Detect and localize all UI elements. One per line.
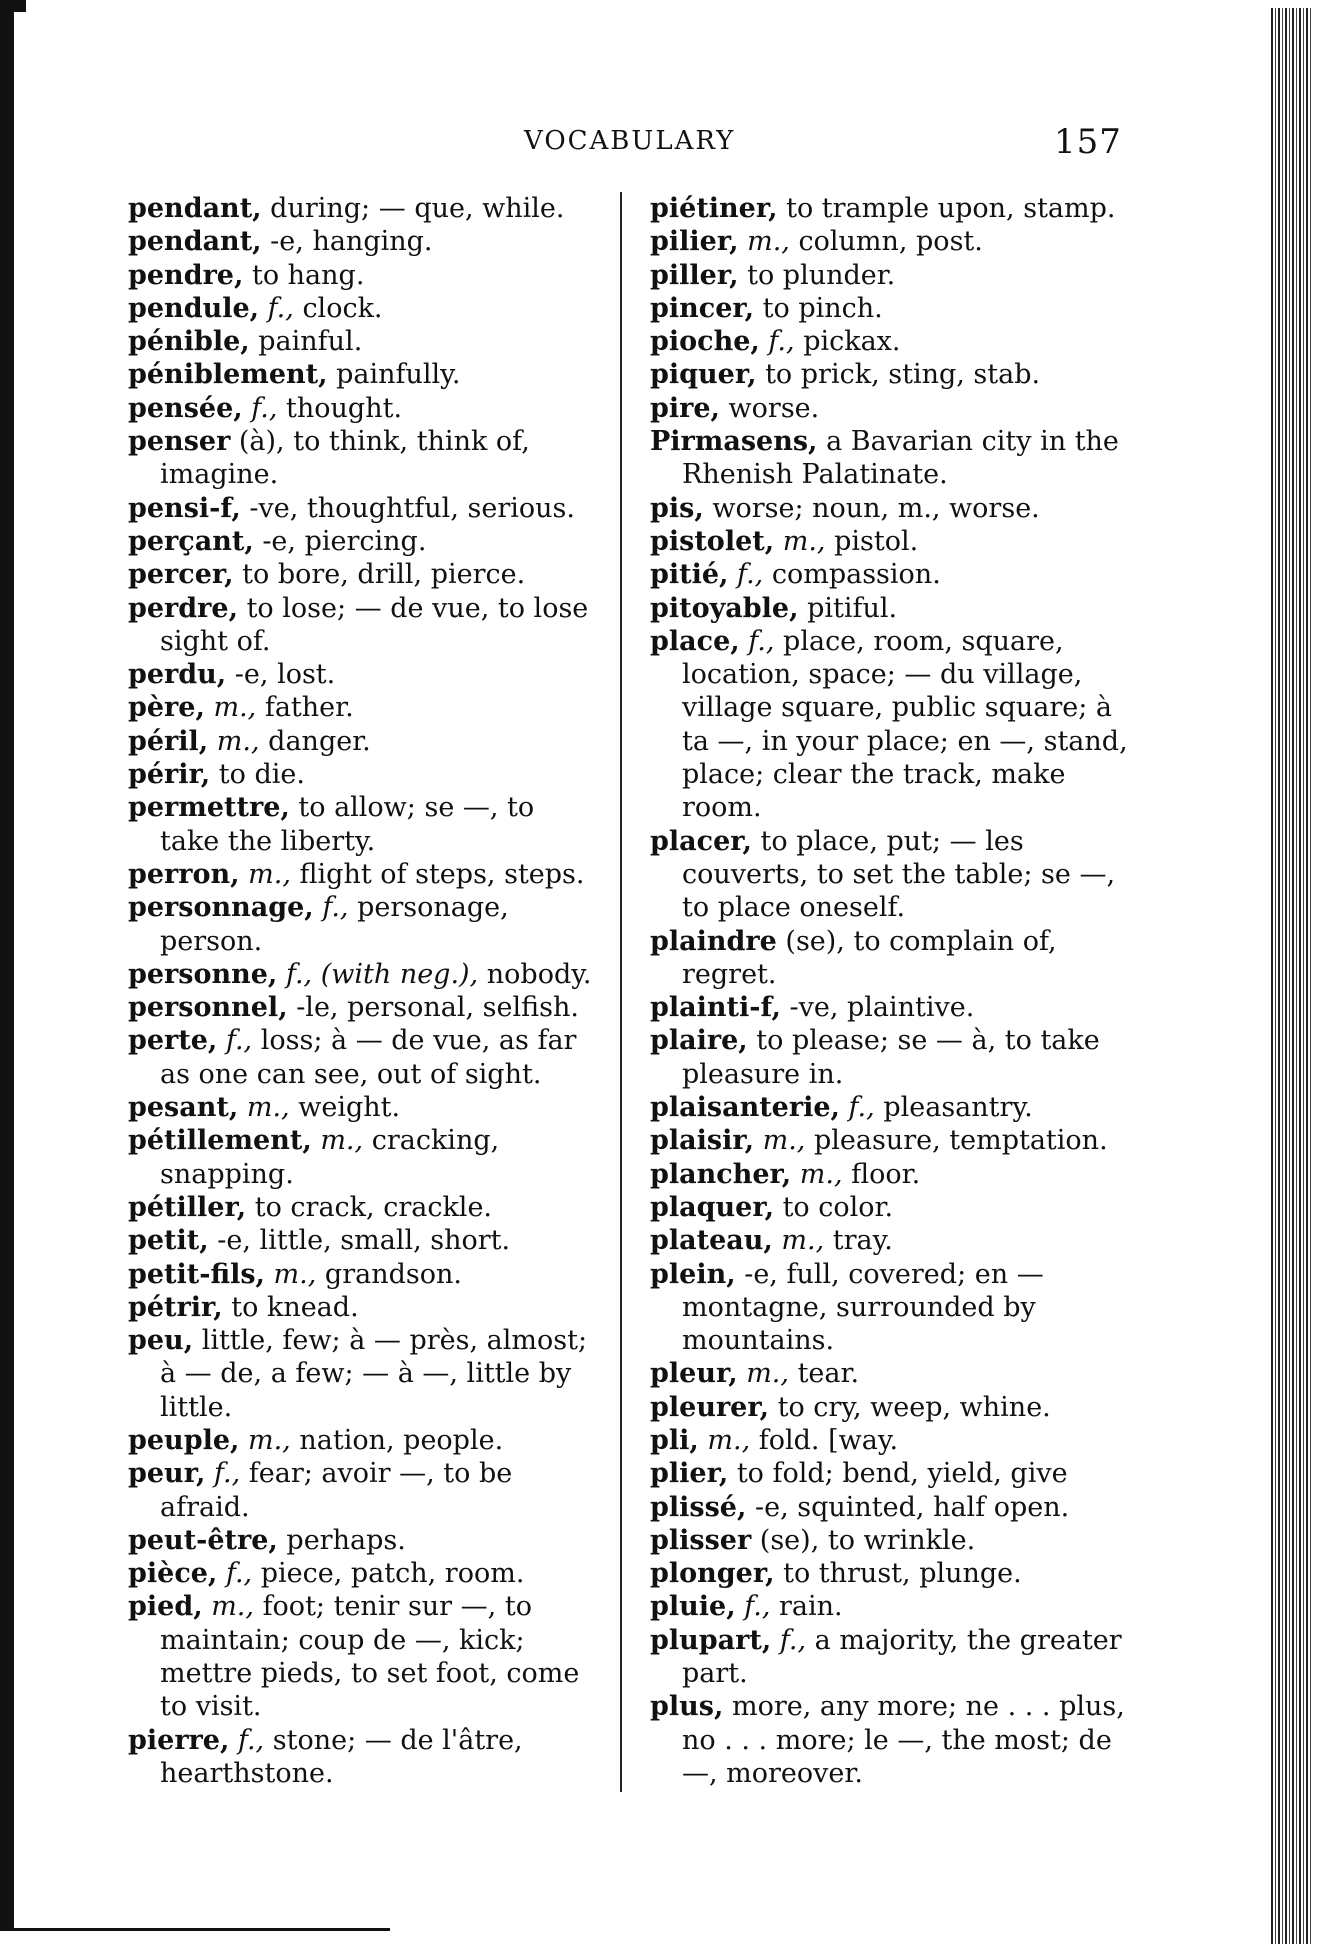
vocab-entry <box>128 1724 598 1791</box>
vocab-entry <box>128 259 598 292</box>
page-edge-cut <box>0 0 26 12</box>
vocab-entry <box>650 225 1136 258</box>
definition: to knead. <box>231 1291 359 1323</box>
part-of-speech: m., <box>248 858 291 890</box>
headword: pensi-f, <box>128 492 241 524</box>
headword: perron, <box>128 858 240 890</box>
vocab-entry <box>650 358 1136 391</box>
headword: personnage, <box>128 892 314 924</box>
headword: personne, <box>128 958 278 990</box>
definition: foot; tenir sur —, to maintain; coup de —, kick; mettre pieds, to set foot, come to visit. <box>160 1591 580 1723</box>
vocab-entry <box>128 691 598 724</box>
definition: nobody. <box>486 958 592 990</box>
headword: pitié, <box>650 559 729 591</box>
headword: périr, <box>128 759 211 791</box>
vocab-entry <box>650 1690 1136 1790</box>
part-of-speech: f., <box>267 292 294 324</box>
headword: perdu, <box>128 659 227 691</box>
part-of-speech: f., <box>225 1558 253 1590</box>
headword: pendre, <box>128 259 244 291</box>
headword: plonger, <box>650 1558 775 1590</box>
vocab-entry <box>128 592 598 659</box>
part-of-speech: m., <box>781 1225 825 1257</box>
vocab-entry <box>128 958 598 991</box>
vocab-entry <box>128 1557 598 1590</box>
headword: pioche, <box>650 326 760 358</box>
part-of-speech: f., <box>748 625 775 657</box>
definition: -e, full, covered; en — montagne, surrounded by mountains. <box>682 1258 1044 1357</box>
definition: cracking, snapping. <box>160 1125 500 1190</box>
vocab-entry <box>128 858 598 891</box>
vocab-entry <box>650 825 1136 925</box>
part-of-speech: m., <box>782 525 826 557</box>
part-of-speech: f., <box>237 1724 265 1756</box>
headword: piétiner, <box>650 193 778 224</box>
running-head: VOCABULARY <box>524 126 736 156</box>
vocab-entry <box>650 1124 1136 1157</box>
headword: plus, <box>650 1691 724 1723</box>
vocab-entry <box>650 325 1136 358</box>
vocab-entry <box>650 1258 1136 1358</box>
binding-strip <box>1271 8 1311 1944</box>
definition: clock. <box>302 292 383 324</box>
definition: a Bavarian city in the Rhenish Palatinate. <box>682 426 1119 491</box>
vocab-entry <box>650 1424 1136 1457</box>
vocab-entry <box>650 925 1136 992</box>
headword: plainti-f, <box>650 992 781 1024</box>
definition: tray. <box>832 1225 893 1257</box>
headword: pendant, <box>128 193 262 224</box>
definition: -ve, plaintive. <box>789 992 975 1024</box>
definition: during; — que, while. <box>270 193 565 224</box>
definition: to allow; se —, to take the liberty. <box>160 792 535 857</box>
vocab-entry <box>650 1491 1136 1524</box>
vocab-entry <box>128 525 598 558</box>
headword: piller, <box>650 259 739 291</box>
headword: peuple, <box>128 1424 240 1456</box>
headword: pendule, <box>128 292 260 324</box>
vocab-entry <box>128 1524 598 1557</box>
definition: -e, little, small, short. <box>217 1225 511 1257</box>
headword: perdre, <box>128 592 238 624</box>
headword: pitoyable, <box>650 592 799 624</box>
vocab-entry <box>650 425 1136 492</box>
headword: pied, <box>128 1591 203 1623</box>
definition: pitiful. <box>807 592 898 624</box>
bottom-rule <box>0 1928 390 1931</box>
vocab-entry <box>128 325 598 358</box>
definition: to color. <box>782 1191 894 1223</box>
headword: personnel, <box>128 992 288 1024</box>
definition: to bore, drill, pierce. <box>242 559 526 591</box>
left-column <box>128 192 598 1790</box>
vocab-entry <box>128 1590 598 1723</box>
headword: pensée, <box>128 392 243 424</box>
vocab-entry <box>650 1191 1136 1224</box>
headword: penser <box>128 426 231 458</box>
vocab-entry <box>128 891 598 958</box>
vocab-entry <box>650 1524 1136 1557</box>
headword: peut-être, <box>128 1524 278 1556</box>
headword: petit, <box>128 1225 209 1257</box>
vocab-entry <box>650 525 1136 558</box>
vocab-entry <box>128 1258 598 1291</box>
vocab-entry <box>650 192 1136 225</box>
vocab-entry <box>650 1391 1136 1424</box>
definition: to please; se — à, to take pleasure in. <box>682 1025 1100 1090</box>
vocab-entry <box>650 1158 1136 1191</box>
definition: (se), to wrinkle. <box>759 1524 976 1556</box>
headword: pilier, <box>650 226 739 258</box>
vocab-entry <box>128 1224 598 1257</box>
vocab-entry <box>128 425 598 492</box>
definition: -le, personal, selfish. <box>296 992 579 1024</box>
definition: tear. <box>797 1358 860 1390</box>
part-of-speech: f., <box>737 559 764 591</box>
definition: to prick, sting, stab. <box>765 359 1041 391</box>
part-of-speech: m., <box>211 1591 254 1623</box>
headword: plaisir, <box>650 1125 755 1157</box>
vocab-entry <box>128 1124 598 1191</box>
headword: pierre, <box>128 1724 230 1756</box>
vocab-entry <box>650 592 1136 625</box>
headword: place, <box>650 625 740 657</box>
headword: perçant, <box>128 525 254 557</box>
headword: péniblement, <box>128 359 328 391</box>
definition: -ve, thoughtful, serious. <box>249 492 575 524</box>
vocab-entry <box>128 791 598 858</box>
part-of-speech: m., <box>246 1092 290 1124</box>
definition: pleasure, temptation. <box>813 1125 1108 1157</box>
definition: to trample upon, stamp. <box>786 193 1116 224</box>
definition: fear; avoir —, to be afraid. <box>160 1458 513 1523</box>
vocab-entry <box>650 558 1136 591</box>
definition: more, any more; ne . . . plus, no . . . more; le —, the most; de —, moreover. <box>682 1691 1125 1789</box>
part-of-speech: f., <box>779 1624 807 1656</box>
headword: pli, <box>650 1424 699 1456</box>
part-of-speech: m., <box>273 1258 317 1290</box>
headword: pièce, <box>128 1558 218 1590</box>
part-of-speech: f., <box>744 1591 771 1623</box>
definition: nation, people. <box>299 1424 504 1456</box>
vocab-entry <box>650 625 1136 825</box>
headword: plaquer, <box>650 1191 774 1223</box>
definition: worse. <box>728 392 820 424</box>
part-of-speech: f., <box>251 392 278 424</box>
headword: plaindre <box>650 925 777 957</box>
definition: to lose; — de vue, to lose sight of. <box>160 592 589 657</box>
vocab-entry <box>128 1091 598 1124</box>
vocab-entry <box>650 1357 1136 1390</box>
definition: -e, lost. <box>234 659 336 691</box>
part-of-speech: m., <box>216 725 260 757</box>
vocab-entry <box>128 558 598 591</box>
headword: pire, <box>650 392 720 424</box>
headword: Pirmasens, <box>650 426 818 458</box>
definition: to crack, crackle. <box>254 1191 492 1223</box>
part-of-speech: f., <box>322 892 349 924</box>
headword: plateau, <box>650 1225 773 1257</box>
definition: painfully. <box>336 359 461 391</box>
definition: painful. <box>258 326 363 358</box>
headword: peu, <box>128 1325 194 1357</box>
vocab-entry <box>650 991 1136 1024</box>
part-of-speech: m., <box>746 1358 789 1390</box>
vocab-entry <box>650 259 1136 292</box>
headword: pétillement, <box>128 1125 312 1157</box>
vocab-entry <box>128 225 598 258</box>
definition: pistol. <box>834 525 919 557</box>
headword: plier, <box>650 1458 729 1490</box>
headword: pluie, <box>650 1591 736 1623</box>
vocab-entry <box>650 1557 1136 1590</box>
definition: grandson. <box>324 1258 462 1290</box>
definition: to die. <box>218 759 305 791</box>
definition: loss; à — de vue, as far as one can see, out of sight. <box>160 1025 577 1090</box>
vocab-entry <box>128 725 598 758</box>
vocab-entry <box>128 1191 598 1224</box>
vocab-entry <box>128 1324 598 1424</box>
vocab-entry <box>650 492 1136 525</box>
definition: fold. [way. <box>758 1424 899 1456</box>
headword: plissé, <box>650 1491 747 1523</box>
definition: place, room, square, location, space; — du village, village square, public square; à ta —, in your place; en —, stand, place; clear the track, make room. <box>682 625 1128 824</box>
definition: -e, squinted, half open. <box>754 1491 1070 1523</box>
vocab-entry <box>650 1457 1136 1490</box>
headword: plisser <box>650 1524 752 1556</box>
headword: pétrir, <box>128 1291 223 1323</box>
definition: to cry, weep, whine. <box>777 1391 1051 1423</box>
headword: pleurer, <box>650 1391 770 1423</box>
vocab-entry <box>650 1624 1136 1691</box>
part-of-speech: f., <box>848 1092 875 1124</box>
vocab-entry <box>128 1457 598 1524</box>
page-number: 157 <box>1054 122 1122 162</box>
headword: pesant, <box>128 1092 239 1124</box>
definition: to fold; bend, yield, give <box>736 1458 1068 1490</box>
definition: worse; noun, m., worse. <box>712 492 1040 524</box>
definition: to place, put; — les couverts, to set the table; se —, to place oneself. <box>682 825 1116 924</box>
definition: a majority, the greater part. <box>682 1624 1122 1690</box>
headword: perte, <box>128 1025 218 1057</box>
vocab-entry <box>128 1024 598 1091</box>
vocab-entry <box>650 1224 1136 1257</box>
headword: plupart, <box>650 1624 772 1656</box>
definition: rain. <box>779 1591 843 1623</box>
vocab-entry <box>128 492 598 525</box>
headword: placer, <box>650 825 752 857</box>
right-column <box>650 192 1136 1790</box>
headword: pistolet, <box>650 525 775 557</box>
headword: pis, <box>650 492 704 524</box>
headword: petit-fils, <box>128 1258 265 1290</box>
part-of-speech: m., <box>762 1125 806 1157</box>
headword: pendant, <box>128 226 262 258</box>
definition: pickax. <box>803 326 901 358</box>
part-of-speech: f., <box>213 1458 241 1490</box>
part-of-speech: m., <box>213 692 257 724</box>
definition: column, post. <box>798 226 983 258</box>
page-header <box>0 122 1331 162</box>
vocab-entry <box>128 758 598 791</box>
definition: flight of steps, steps. <box>299 858 585 890</box>
part-of-speech: m., <box>799 1158 843 1190</box>
definition: to thrust, plunge. <box>783 1558 1022 1590</box>
headword: peur, <box>128 1458 206 1490</box>
vocab-entry <box>128 1291 598 1324</box>
part-of-speech: f., <box>768 326 795 358</box>
definition: -e, piercing. <box>262 525 427 557</box>
headword: piquer, <box>650 359 757 391</box>
definition: danger. <box>268 725 371 757</box>
headword: plancher, <box>650 1158 792 1190</box>
definition: floor. <box>851 1158 921 1190</box>
definition: father. <box>264 692 354 724</box>
definition: stone; — de l'âtre, hearthstone. <box>160 1724 523 1789</box>
definition: piece, patch, room. <box>260 1558 525 1590</box>
vocab-entry <box>128 192 598 225</box>
vocab-entry <box>650 292 1136 325</box>
definition: perhaps. <box>286 1524 406 1556</box>
definition: pleasantry. <box>883 1092 1033 1124</box>
vocab-entry <box>650 392 1136 425</box>
vocab-entry <box>128 358 598 391</box>
part-of-speech: m., <box>747 226 790 258</box>
definition: to hang. <box>251 259 365 291</box>
definition: to plunder. <box>747 259 896 291</box>
headword: plaire, <box>650 1025 748 1057</box>
definition: (se), to complain of, regret. <box>682 925 1057 990</box>
vocab-entry <box>128 1424 598 1457</box>
headword: pincer, <box>650 292 755 324</box>
headword: pétiller, <box>128 1191 247 1223</box>
vocab-entry <box>128 392 598 425</box>
part-of-speech: f., (with neg.), <box>285 958 479 990</box>
column-divider <box>620 192 622 1792</box>
page-edge <box>0 0 14 1930</box>
definition: to pinch. <box>762 292 883 324</box>
definition: -e, hanging. <box>270 226 433 258</box>
headword: plein, <box>650 1258 736 1290</box>
vocab-entry <box>650 1590 1136 1623</box>
headword: péril, <box>128 725 209 757</box>
headword: permettre, <box>128 792 290 824</box>
definition: little, few; à — près, almost; à — de, a few; — à —, little by little. <box>160 1325 588 1423</box>
part-of-speech: m., <box>320 1125 364 1157</box>
headword: pleur, <box>650 1358 738 1390</box>
part-of-speech: m., <box>248 1424 291 1456</box>
headword: percer, <box>128 559 234 591</box>
definition: weight. <box>298 1092 401 1124</box>
vocab-entry <box>128 991 598 1024</box>
definition: personage, person. <box>160 892 509 957</box>
headword: père, <box>128 692 205 724</box>
headword: plaisanterie, <box>650 1092 840 1124</box>
part-of-speech: m., <box>707 1424 751 1456</box>
vocab-entry <box>650 1091 1136 1124</box>
vocab-entry <box>650 1024 1136 1091</box>
definition: (à), to think, think of, imagine. <box>160 426 530 491</box>
vocab-entry <box>128 658 598 691</box>
part-of-speech: f., <box>225 1025 253 1057</box>
vocab-entry <box>128 292 598 325</box>
headword: pénible, <box>128 326 250 358</box>
definition: thought. <box>286 392 403 424</box>
definition: compassion. <box>771 559 941 591</box>
